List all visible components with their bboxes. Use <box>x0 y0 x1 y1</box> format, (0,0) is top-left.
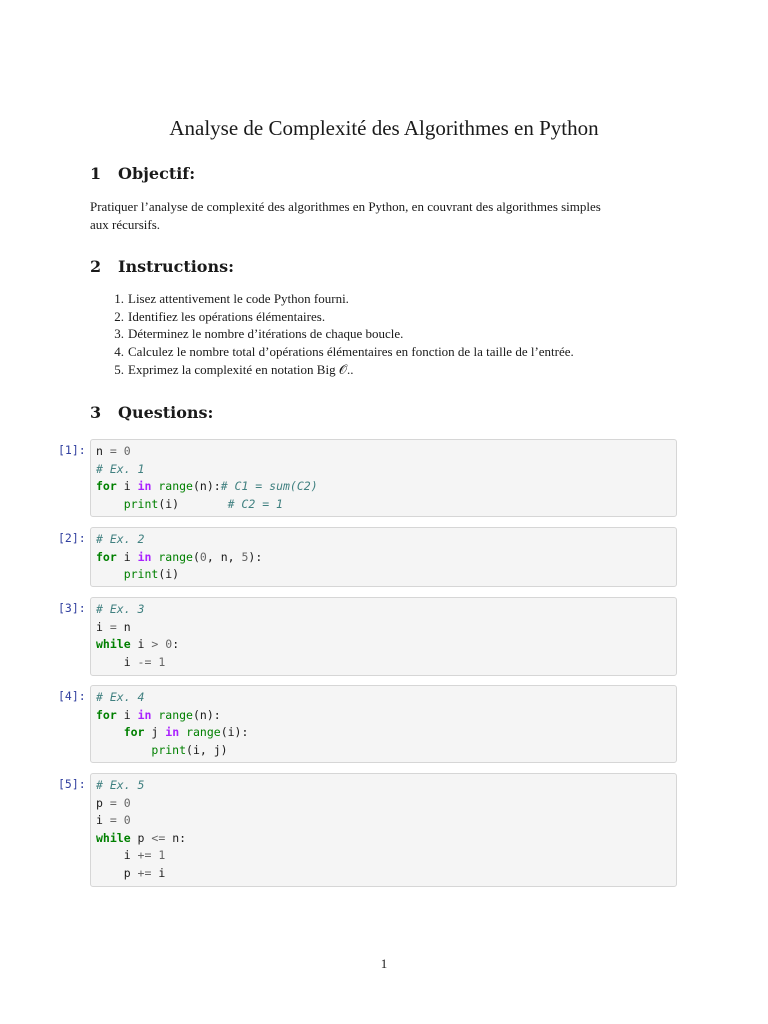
code-token: for <box>96 549 117 564</box>
code-token: i <box>130 637 152 652</box>
code-token: -= <box>137 654 152 669</box>
code-cell-4[interactable] <box>90 685 677 763</box>
code-token: # Ex. 5 <box>96 778 145 792</box>
code-token: for <box>96 479 117 494</box>
code-token: 0 <box>165 637 173 652</box>
cell-prompt: [5]: <box>58 777 86 791</box>
code-token: n <box>116 619 131 634</box>
list-item <box>90 343 574 361</box>
document-title: Analyse de Complexité des Algorithmes en Python <box>169 116 599 140</box>
code-token: > <box>151 637 159 652</box>
code-token: = <box>109 813 117 828</box>
code-token: += <box>137 865 152 880</box>
code-line <box>96 742 671 760</box>
code-cell-2[interactable] <box>90 527 677 587</box>
page-number: 1 <box>380 956 388 971</box>
list-item-number: 2. <box>114 308 124 324</box>
code-token <box>96 567 124 581</box>
section-title: Instructions: <box>118 257 235 276</box>
code-line <box>96 619 671 637</box>
code-line <box>96 566 671 584</box>
code-token: i <box>151 865 166 880</box>
code-token: = <box>109 795 117 810</box>
code-line <box>96 496 671 514</box>
code-line <box>96 689 671 707</box>
code-token: i <box>96 848 138 863</box>
list-item-number: 5. <box>114 361 124 377</box>
code-token: while <box>96 637 131 652</box>
code-token: ( <box>192 549 200 564</box>
code-token: j <box>144 725 166 740</box>
instructions-list <box>90 290 574 378</box>
code-token: (i, j) <box>186 742 228 757</box>
list-item <box>90 361 574 379</box>
objectif-line-2: aux récursifs. <box>90 217 161 232</box>
code-token: # Ex. 3 <box>96 602 145 616</box>
code-token: i <box>116 707 138 722</box>
code-token: 0 <box>116 444 131 458</box>
list-item-number: 1. <box>114 291 124 306</box>
code-token: (i) <box>158 496 228 511</box>
objectif-paragraph <box>90 198 690 234</box>
cell-prompt: [3]: <box>58 601 86 615</box>
code-token: range <box>158 479 193 494</box>
code-token: p <box>96 795 110 810</box>
code-line <box>96 724 671 742</box>
list-item-text: Exprimez la complexité en notation Big 𝒪.. <box>128 361 354 377</box>
list-item-number: 3. <box>114 326 124 342</box>
code-token: print <box>151 742 187 757</box>
list-item <box>90 290 574 308</box>
list-item-text: Déterminez le nombre d’itérations de chaque boucle. <box>128 326 404 342</box>
code-line <box>96 777 671 795</box>
code-token: for <box>96 707 117 722</box>
code-token: 1 <box>158 848 166 863</box>
code-token: range <box>186 725 221 740</box>
code-token: = <box>109 619 117 634</box>
code-token: print <box>123 496 159 511</box>
code-token: 0 <box>123 813 131 828</box>
objectif-line-1: Pratiquer l’analyse de complexité des algorithmes en Python, en couvrant des algorithmes simples <box>90 199 601 214</box>
list-item <box>90 308 574 326</box>
code-line <box>96 478 671 496</box>
code-token <box>96 743 151 757</box>
code-cell-3[interactable] <box>90 597 677 676</box>
code-token: i <box>96 813 110 828</box>
list-item-text: Identifiez les opérations élémentaires. <box>128 308 326 324</box>
code-token: # Ex. 4 <box>96 690 145 704</box>
code-token: (n): <box>192 479 221 494</box>
code-line <box>96 601 671 619</box>
code-token: i <box>116 549 138 564</box>
code-line <box>96 830 671 848</box>
code-token: # Ex. 2 <box>96 532 145 546</box>
code-token: : <box>172 637 180 652</box>
code-token: range <box>158 707 193 722</box>
code-token: in <box>137 549 152 564</box>
code-token: 1 <box>158 654 166 669</box>
code-token: # Ex. 1 <box>96 461 145 476</box>
code-token <box>117 796 124 810</box>
code-token: 0 <box>123 795 131 810</box>
code-line <box>96 812 671 830</box>
code-line <box>96 865 671 883</box>
code-line <box>96 531 671 549</box>
code-token: ): <box>248 549 263 564</box>
list-item-text: Lisez attentivement le code Python fourni. <box>128 291 349 306</box>
section-number: 1 <box>90 164 102 183</box>
code-token: p <box>130 830 152 845</box>
list-item-text: Calculez le nombre total d’opérations élémentaires en fonction de la taille de l’entrée. <box>128 344 574 360</box>
code-token: 5 <box>241 549 249 564</box>
code-token: in <box>137 707 152 722</box>
code-line <box>96 461 671 479</box>
code-token: in <box>137 479 152 494</box>
code-token: (i): <box>220 725 249 740</box>
section-heading-questions <box>90 403 213 422</box>
code-line <box>96 636 671 654</box>
code-token: i <box>96 654 138 669</box>
code-token: # C2 = 1 <box>227 496 283 511</box>
code-line <box>96 707 671 725</box>
code-token: in <box>165 725 180 740</box>
section-number: 2 <box>90 257 102 276</box>
code-line <box>96 847 671 865</box>
code-token: (n): <box>192 707 221 722</box>
code-line <box>96 795 671 813</box>
code-token: print <box>123 567 159 582</box>
code-token: # C1 = sum(C2) <box>220 479 318 494</box>
code-token: i <box>116 479 138 494</box>
code-token <box>117 813 124 827</box>
code-token <box>96 725 124 739</box>
list-item <box>90 325 574 343</box>
code-token: , n, <box>206 549 242 564</box>
code-token: (i) <box>158 567 180 582</box>
section-heading-objectif <box>90 164 195 183</box>
code-token <box>96 497 124 511</box>
code-line <box>96 654 671 672</box>
cell-prompt: [1]: <box>58 443 86 457</box>
list-item-number: 4. <box>114 344 124 360</box>
code-line <box>96 443 671 461</box>
code-token: p <box>96 865 138 880</box>
code-token: n <box>96 444 110 458</box>
code-token: n: <box>165 830 187 845</box>
code-token: while <box>96 830 131 845</box>
section-title: Objectif: <box>118 164 196 183</box>
code-cell-1[interactable] <box>90 439 677 517</box>
code-token: range <box>158 549 193 564</box>
code-token: for <box>123 725 145 740</box>
code-token: += <box>137 848 152 863</box>
code-token: = <box>109 444 117 458</box>
cell-prompt: [4]: <box>58 689 86 703</box>
code-token: i <box>96 619 110 634</box>
section-heading-instructions <box>90 257 234 276</box>
section-title: Questions: <box>118 403 214 422</box>
code-cell-5[interactable] <box>90 773 677 887</box>
cell-prompt: [2]: <box>58 531 86 545</box>
code-token: 0 <box>199 549 207 564</box>
section-number: 3 <box>90 403 102 422</box>
code-token: <= <box>151 830 166 845</box>
code-line <box>96 549 671 567</box>
